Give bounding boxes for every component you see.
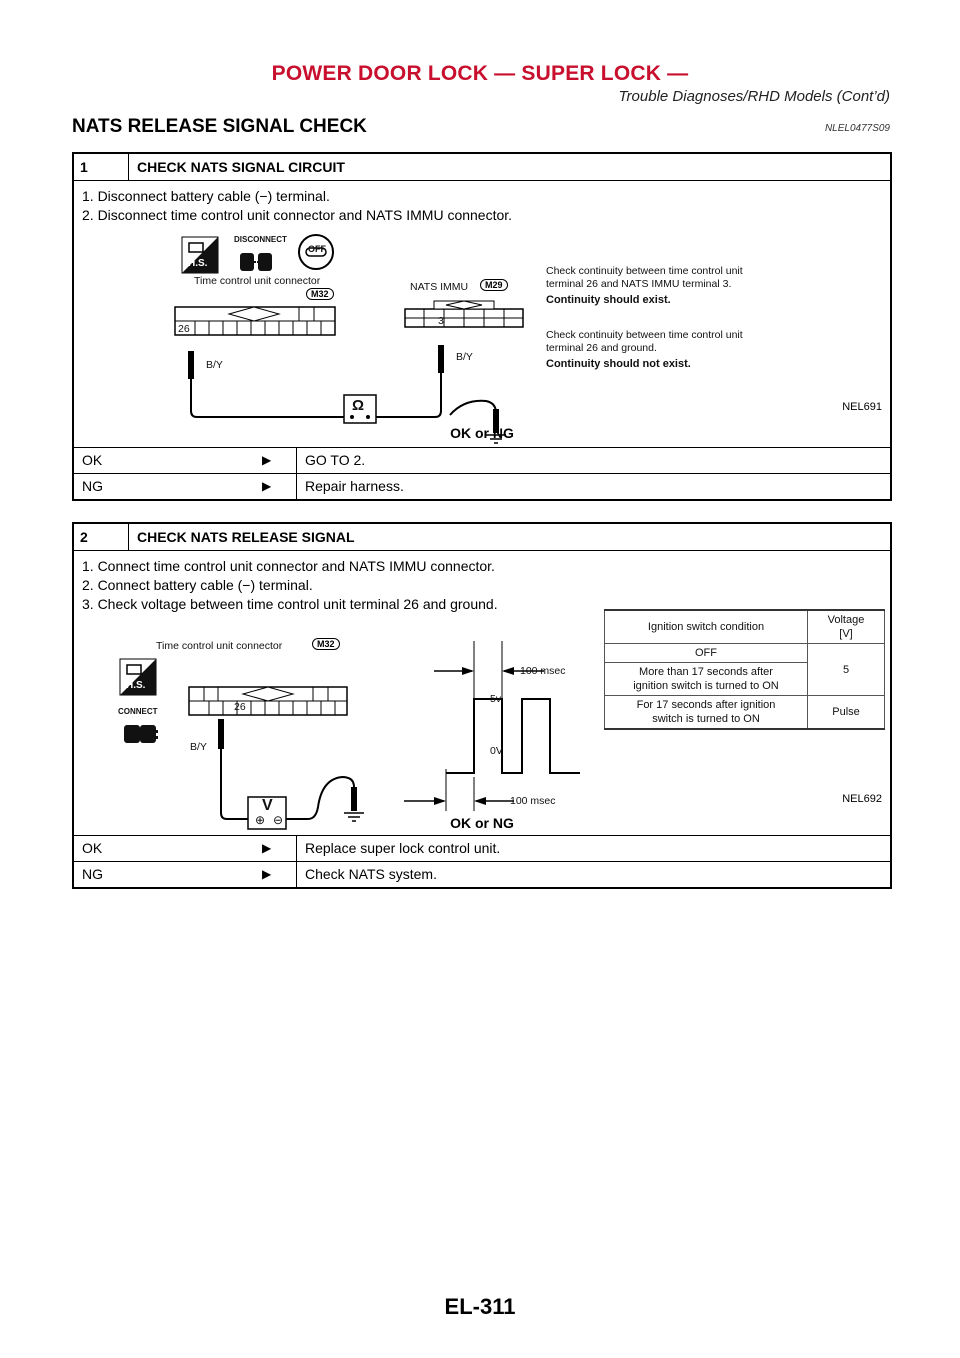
nats-wire-color: B/Y [456, 351, 473, 363]
nats-connector-shape [404, 299, 524, 329]
voltage-test-wiring [204, 717, 374, 829]
table-cell-condition: For 17 seconds after ignition switch is turned to ON [605, 696, 808, 730]
step-2-number: 2 [74, 524, 129, 550]
nats-terminal-number: 3 [438, 315, 444, 327]
page-header-title: POWER DOOR LOCK — SUPER LOCK — [271, 62, 689, 85]
nats-connector-code: M29 [480, 279, 508, 291]
tcu-terminal-number: 26 [178, 323, 190, 335]
step-2-instructions [74, 551, 890, 614]
section-title: NATS RELEASE SIGNAL CHECK [72, 116, 367, 137]
table-cell-voltage: 5 [808, 644, 885, 696]
result-row-ok [74, 836, 890, 861]
result-row-ng [74, 861, 890, 887]
plus-symbol: ⊕ [255, 813, 266, 827]
result-key: OK [82, 452, 103, 468]
tcu-connector-shape [188, 685, 348, 717]
arrow-icon: ▶ [262, 479, 272, 493]
table-cell-condition: More than 17 seconds after ignition switch is turned to ON [605, 663, 808, 696]
result-key: NG [82, 866, 103, 882]
step-1-title: CHECK NATS SIGNAL CIRCUIT [137, 159, 345, 175]
note1-line1: Check continuity between time control unit [546, 265, 743, 277]
arrow-icon: ▶ [262, 841, 272, 855]
table-head-condition: Ignition switch condition [605, 610, 808, 644]
tcu-connector-label: Time control unit connector [156, 640, 283, 652]
ohmmeter-symbol: Ω [352, 397, 365, 414]
step-1-body [74, 181, 890, 448]
result-action: Check NATS system. [296, 862, 890, 887]
step-2-header [74, 524, 890, 551]
step-1-box [72, 152, 892, 501]
hs-label: H.S. [126, 680, 146, 691]
result-action: Replace super lock control unit. [296, 836, 890, 861]
arrow-icon: ▶ [262, 453, 272, 467]
step-1-question: OK or NG [450, 425, 514, 441]
page-number: EL-311 [444, 1294, 516, 1319]
tcu-wire-color: B/Y [190, 741, 207, 753]
result-row-ok [74, 448, 890, 473]
voltmeter-symbol: V [262, 797, 273, 814]
table-header-row [605, 610, 885, 644]
note1-line2: terminal 26 and NATS IMMU terminal 3. [546, 278, 732, 290]
result-action: Repair harness. [296, 474, 890, 499]
tcu-connector-code: M32 [306, 288, 334, 300]
period-top-label: 100 msec [520, 665, 566, 677]
tcu-wire-color: B/Y [206, 359, 223, 371]
hs-label: H.S. [188, 258, 208, 269]
step-1-number: 1 [74, 154, 129, 180]
result-key: NG [82, 478, 103, 494]
note2-line2: terminal 26 and ground. [546, 342, 657, 354]
tcu-connector-label: Time control unit connector [194, 275, 321, 287]
step-2-question: OK or NG [450, 815, 514, 831]
period-bottom-label: 100 msec [510, 795, 556, 807]
wave-low-label: 0V [490, 745, 503, 757]
continuity-test-wiring [174, 337, 514, 437]
step-1-instructions [74, 181, 890, 225]
disconnect-label: DISCONNECT [234, 235, 287, 244]
connect-label: CONNECT [118, 707, 158, 716]
table-row [605, 644, 885, 663]
tcu-terminal-number: 26 [234, 701, 246, 713]
connect-plug-icon [122, 721, 158, 747]
table-cell-condition: OFF [605, 644, 808, 663]
voltage-condition-table [604, 609, 885, 730]
section-code: NLEL0477S09 [824, 123, 890, 134]
tcu-connector-shape [174, 305, 336, 337]
table-row [605, 696, 885, 730]
tcu-connector-code: M32 [312, 638, 340, 650]
table-head-voltage: Voltage [V] [808, 610, 885, 644]
disconnect-plug-icon [238, 249, 274, 275]
page-header-subtitle: Trouble Diagnoses/RHD Models (Cont’d) [618, 88, 890, 105]
wave-high-label: 5v [490, 693, 502, 705]
off-label: OFF [308, 244, 326, 254]
table-cell-voltage: Pulse [808, 696, 885, 730]
step-2-body [74, 551, 890, 836]
instruction-line: 1. Disconnect battery cable (−) terminal. [82, 188, 330, 204]
minus-symbol: ⊖ [273, 813, 284, 827]
result-row-ng [74, 473, 890, 499]
result-action: GO TO 2. [296, 448, 890, 473]
step-1-header [74, 154, 890, 181]
arrow-icon: ▶ [262, 867, 272, 881]
instruction-line: 2. Connect battery cable (−) terminal. [82, 577, 313, 593]
nats-connector-label: NATS IMMU [410, 281, 469, 293]
note1-result: Continuity should exist. [546, 294, 671, 306]
instruction-line: 3. Check voltage between time control unit terminal 26 and ground. [82, 596, 498, 612]
note2-result: Continuity should not exist. [546, 358, 691, 370]
figure-id: NEL692 [842, 793, 882, 805]
step-2-title: CHECK NATS RELEASE SIGNAL [137, 529, 355, 545]
instruction-line: 2. Disconnect time control unit connector and NATS IMMU connector. [82, 207, 513, 223]
result-key: OK [82, 840, 103, 856]
note2-line1: Check continuity between time control unit [546, 329, 743, 341]
instruction-line: 1. Connect time control unit connector and NATS IMMU connector. [82, 558, 495, 574]
figure-id: NEL691 [842, 401, 882, 413]
step-2-box [72, 522, 892, 889]
